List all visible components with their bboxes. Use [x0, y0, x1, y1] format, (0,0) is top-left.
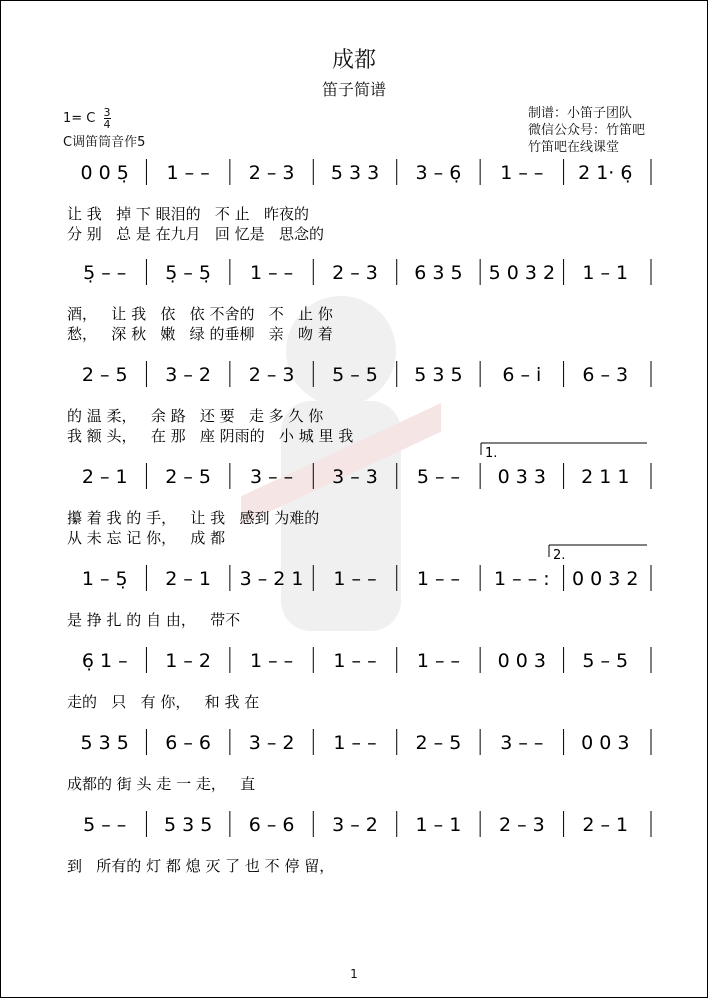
measure: 1 – –: [416, 568, 461, 590]
measure: 6 – 3: [582, 364, 629, 386]
measure: 3 – 2: [165, 364, 212, 386]
measure: 5̣ – 5̣: [165, 262, 212, 284]
lyric-verse-2: 我 额 头， 在 那 座 阴雨的 小 城 里 我: [67, 427, 354, 445]
measure: 2 – 5: [165, 466, 212, 488]
score-staff: [1, 1, 708, 998]
measure: 1 – –: [249, 262, 294, 284]
lyric-verse-1: 到 所有的 灯 都 熄 灭 了 也 不 停 留，: [67, 857, 335, 875]
page-title: 成都: [331, 48, 376, 73]
page-subtitle: 笛子简谱: [321, 80, 386, 99]
time-numerator: 3: [103, 106, 111, 119]
measure: 2 – 3: [332, 262, 378, 284]
measure: 1 – –: [249, 650, 294, 672]
measure: 0 0 3 2: [572, 568, 639, 590]
credit-online: 竹笛吧在线课堂: [527, 140, 619, 155]
measure: 0 0 3: [497, 650, 547, 672]
measure: 1 – –: [416, 650, 461, 672]
measure: 2 1 1: [581, 466, 630, 488]
measure: 3 – 6̣: [415, 162, 462, 184]
measure: 1 – –: [333, 732, 377, 754]
lyric-verse-1: 是 挣 扎 的 自 由， 带不: [67, 611, 241, 629]
measure: 5̣ – –: [83, 262, 127, 284]
measure: 3 – 3: [332, 466, 378, 488]
measure: 1 – –: [166, 162, 210, 184]
measure: 2 – 3: [248, 162, 295, 184]
lyric-verse-1: 让 我 掉 下 眼泪的 不 止 昨夜的: [67, 205, 309, 223]
lyric-verse-1: 的 温 柔， 余 路 还 要 走 多 久 你: [67, 407, 324, 425]
credit-arranger: 制谱：小笛子团队: [527, 106, 632, 121]
measure: 3 – 2: [332, 814, 378, 836]
measure: 5 – 5: [582, 650, 629, 672]
measure: 3 – –: [249, 466, 294, 488]
measure: 5 3 5: [414, 364, 463, 386]
measure: 3 – 2 1: [239, 568, 304, 590]
measure: 6 – 6: [248, 814, 295, 836]
measure: 5 3 5: [163, 814, 213, 836]
measure: 2 – 1: [165, 568, 212, 590]
measure: 2 – 5: [415, 732, 462, 754]
measure: 5 3 3: [330, 162, 380, 184]
measure: 5 – 5: [332, 364, 378, 386]
measure: 1 – –: [333, 568, 377, 590]
measure: 3 – –: [500, 732, 544, 754]
measure: 2 – 3: [498, 814, 545, 836]
measure: 5 – –: [416, 466, 461, 488]
lyric-verse-2: 从 未 忘 记 你， 成 都: [67, 529, 226, 547]
page-number: 1: [350, 967, 358, 981]
lyric-verse-1: 走的 只 有 你， 和 我 在: [67, 693, 260, 711]
fingering-note: C调笛筒音作5: [63, 135, 146, 150]
lyric-verse-1: 攥 着 我 的 手， 让 我 感到 为难的: [67, 509, 320, 527]
measure: 5 – –: [83, 814, 127, 836]
measure: 6 3 5: [414, 262, 463, 284]
measure: 1 – 1: [415, 814, 462, 836]
measure: 2 – 1: [582, 814, 629, 836]
key-label: 1= C: [63, 111, 96, 126]
lyric-verse-1: 酒， 让 我 依 依 不舍的 不 止 你: [67, 305, 333, 323]
measure: 6 – 6: [165, 732, 212, 754]
measure: 2 1· 6̣: [578, 162, 633, 184]
measure: 1 – 2: [165, 650, 212, 672]
measure: 3 – 2: [248, 732, 295, 754]
measure: 5 3 5: [80, 732, 129, 754]
measure: 1 – 1: [582, 262, 629, 284]
measure: 0 3 3: [497, 466, 547, 488]
measure: 6 – i: [502, 364, 542, 386]
measure: 2 – 1: [81, 466, 128, 488]
measure: 1 – – :: [494, 568, 550, 590]
measure: 2 – 5: [81, 364, 128, 386]
measure: 6̣ 1 –: [81, 650, 128, 672]
measure: 1 – –: [500, 162, 544, 184]
time-denominator: 4: [103, 118, 111, 131]
measure: 2 – 3: [248, 364, 295, 386]
volta-number: 2.: [553, 548, 566, 563]
measure: 0 0 5̣: [80, 162, 129, 184]
lyric-verse-2: 分 别 总 是 在九月 回 忆是 思念的: [67, 225, 324, 243]
measure: 1 – 5̣: [81, 568, 128, 590]
measure: 1 – –: [333, 650, 377, 672]
lyric-verse-1: 成都的 街 头 走 一 走， 直: [67, 775, 256, 793]
credit-wechat: 微信公众号：竹笛吧: [527, 123, 645, 138]
lyric-verse-2: 愁， 深 秋 嫩 绿 的垂柳 亲 吻 着: [67, 325, 333, 343]
measure: 5 0 3 2: [488, 262, 556, 284]
measure: 0 0 3: [581, 732, 630, 754]
volta-number: 1.: [485, 446, 498, 461]
